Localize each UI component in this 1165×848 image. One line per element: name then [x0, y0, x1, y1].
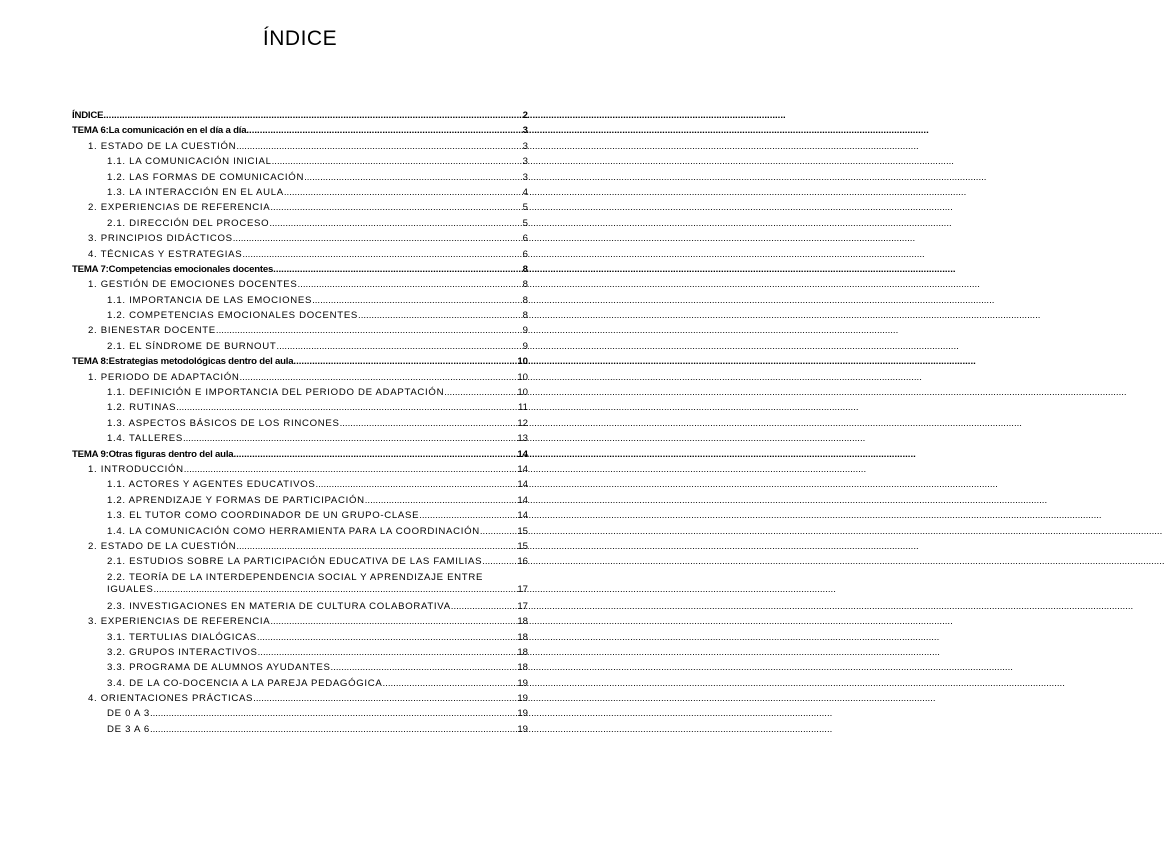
dot-leader	[270, 614, 516, 629]
toc-entry[interactable]	[72, 339, 528, 354]
toc-entry-page-number: 3	[522, 140, 528, 152]
toc-entry-title: TEMA 9:Otras figuras dentro del aula	[72, 448, 234, 460]
toc-entry-title: 1.1. IMPORTANCIA DE LAS EMOCIONES	[107, 294, 313, 306]
toc-entry-page-number: 10	[517, 356, 528, 368]
toc-entry-title: 3. PRINCIPIOS DIDÁCTICOS	[88, 233, 233, 245]
toc-entry-title: 3. EXPERIENCIAS DE REFERENCIA	[88, 616, 271, 628]
toc-entry[interactable]	[72, 706, 528, 721]
toc-entry-title: 4. TÉCNICAS Y ESTRATEGIAS	[88, 248, 243, 260]
toc-entry-title: DE 3 A 6	[107, 723, 150, 735]
dot-leader	[216, 323, 522, 338]
toc-entry[interactable]	[72, 262, 528, 277]
toc-entry-title: 3.1. TERTULIAS DIALÓGICAS	[107, 631, 257, 643]
toc-entry[interactable]	[72, 676, 528, 691]
dot-leader	[246, 123, 521, 138]
toc-entry-page-number: 2	[522, 110, 528, 121]
toc-entry-title: DE 0 A 3	[107, 708, 150, 720]
dot-leader	[184, 462, 517, 477]
dot-leader	[358, 308, 522, 323]
toc-entry-title: 1.1. LA COMUNICACIÓN INICIAL	[107, 156, 272, 168]
dot-leader	[480, 524, 516, 539]
toc-entry-title: 3.4. DE LA CO-DOCENCIA A LA PAREJA PEDAGÓGICA	[107, 677, 383, 689]
toc-entry-page-number: 4	[522, 186, 528, 198]
table-of-contents	[72, 108, 528, 737]
toc-entry-title: 2.1. ESTUDIOS SOBRE LA PARTICIPACIÓN EDUCATIVA DE LAS FAMILIAS	[107, 556, 483, 568]
toc-entry-page-number: 16	[517, 556, 528, 568]
dot-leader	[419, 508, 516, 523]
toc-entry-page-number: 13	[517, 433, 528, 445]
dot-leader	[150, 706, 516, 721]
dot-leader	[257, 630, 516, 645]
toc-entry-title: 1. PERIODO DE ADAPTACIÓN	[88, 371, 240, 383]
toc-entry-title: 1.4. LA COMUNICACIÓN COMO HERRAMIENTA PARA LA COORDINACIÓN	[107, 525, 480, 537]
toc-entry-title: 1.1. DEFINICIÓN E IMPORTANCIA DEL PERIODO DE ADAPTACIÓN	[107, 387, 445, 399]
toc-entry-title: 1. GESTIÓN DE EMOCIONES DOCENTES	[88, 279, 298, 291]
toc-entry[interactable]	[72, 400, 528, 415]
toc-entry-page-number: 8	[522, 263, 528, 275]
toc-entry[interactable]	[72, 170, 528, 185]
toc-entry-title: 1.3. ASPECTOS BÁSICOS DE LOS RINCONES	[107, 417, 340, 429]
toc-entry-page-number: 8	[522, 294, 528, 306]
toc-entry[interactable]	[72, 614, 528, 629]
toc-entry-title: TEMA 7:Competencias emocionales docentes	[72, 263, 274, 275]
dot-leader	[312, 293, 522, 308]
dot-leader	[365, 493, 517, 508]
toc-entry-title: 2.1. DIRECCIÓN DEL PROCESO	[107, 217, 270, 229]
toc-entry[interactable]	[72, 293, 528, 308]
toc-entry-title: 3.3. PROGRAMA DE ALUMNOS AYUDANTES	[107, 662, 331, 674]
toc-entry-page-number: 14	[517, 494, 528, 506]
toc-entry[interactable]	[72, 323, 528, 338]
toc-entry-page-number: 15	[517, 525, 528, 537]
toc-entry-title: 2.3. INVESTIGACIONES EN MATERIA DE CULTURA COLABORATIVA	[107, 600, 451, 612]
toc-entry-title: TEMA 8:Estrategias metodológicas dentro del aula	[72, 356, 294, 368]
toc-entry-page-number: 15	[517, 540, 528, 552]
dot-leader	[276, 339, 521, 354]
toc-entry[interactable]	[72, 539, 528, 554]
dot-leader	[315, 477, 516, 492]
toc-entry[interactable]	[72, 108, 528, 123]
toc-entry[interactable]	[72, 308, 528, 323]
toc-entry-page-number: 5	[522, 217, 528, 229]
dot-leader	[331, 660, 517, 675]
toc-entry-title: 1.3. EL TUTOR COMO COORDINADOR DE UN GRUPO-CLASE	[107, 510, 420, 522]
toc-entry-page-number: 6	[522, 233, 528, 245]
toc-entry[interactable]	[72, 554, 528, 569]
dot-leader	[273, 262, 521, 277]
toc-entry[interactable]	[72, 200, 528, 215]
dot-leader	[451, 599, 517, 614]
toc-entry-page-number: 8	[522, 279, 528, 291]
toc-entry-title-continued: IGUALES	[107, 584, 154, 596]
dot-leader	[253, 691, 516, 706]
toc-entry-page-number: 5	[522, 202, 528, 214]
toc-entry-page-number: 18	[517, 616, 528, 628]
toc-entry-page-number: 14	[517, 463, 528, 475]
toc-entry[interactable]	[72, 477, 528, 492]
toc-entry-title: 1.2. COMPETENCIAS EMOCIONALES DOCENTES	[107, 310, 359, 322]
toc-entry-page-number: 18	[517, 662, 528, 674]
toc-entry[interactable]	[72, 247, 528, 262]
toc-entry-page-number: 19	[517, 677, 528, 689]
toc-entry-title: 1.2. APRENDIZAJE Y FORMAS DE PARTICIPACIÓN	[107, 494, 365, 506]
toc-entry-page-number: 3	[522, 125, 528, 137]
dot-leader	[482, 554, 516, 569]
toc-entry-title: 1.1. ACTORES Y AGENTES EDUCATIVOS	[107, 479, 316, 491]
toc-entry[interactable]	[72, 216, 528, 231]
toc-entry[interactable]	[72, 385, 528, 400]
toc-entry-page-number: 3	[522, 156, 528, 168]
toc-entry-continuation	[107, 584, 528, 597]
toc-entry[interactable]	[72, 462, 528, 477]
toc-entry[interactable]	[72, 660, 528, 675]
toc-entry[interactable]	[72, 493, 528, 508]
toc-entry[interactable]	[72, 431, 528, 446]
toc-entry-title: 4. ORIENTACIONES PRÁCTICAS	[88, 693, 254, 705]
dot-leader	[150, 722, 516, 737]
toc-entry-title: 1.2. LAS FORMAS DE COMUNICACIÓN	[107, 171, 305, 183]
page-title: ÍNDICE	[262, 27, 338, 50]
toc-entry-page-number: 17	[517, 584, 528, 596]
toc-entry-page-number: 8	[522, 310, 528, 322]
toc-entry[interactable]	[72, 154, 528, 169]
dot-leader	[298, 277, 522, 292]
dot-leader	[240, 370, 517, 385]
toc-entry[interactable]	[72, 524, 528, 539]
toc-entry[interactable]	[72, 231, 528, 246]
dot-leader	[304, 170, 522, 185]
toc-entry-page-number: 6	[522, 248, 528, 260]
toc-entry[interactable]	[72, 185, 528, 200]
toc-entry-page-number: 19	[517, 708, 528, 720]
toc-entry[interactable]	[72, 722, 528, 737]
dot-leader	[444, 385, 516, 400]
toc-entry-page-number: 3	[522, 171, 528, 183]
toc-entry-title: 1.3. LA INTERACCIÓN EN EL AULA	[107, 186, 284, 198]
dot-leader	[272, 154, 522, 169]
toc-entry-page-number: 18	[517, 631, 528, 643]
toc-entry-title: 1. ESTADO DE LA CUESTIÓN	[88, 140, 237, 152]
dot-leader	[340, 416, 517, 431]
toc-entry-title: TEMA 6:La comunicación en el día a día	[72, 125, 247, 137]
toc-entry-page-number: 19	[517, 693, 528, 705]
toc-entry-title: 1.4. TALLERES	[107, 433, 183, 445]
toc-entry-title: 2. EXPERIENCIAS DE REFERENCIA	[88, 202, 271, 214]
toc-entry-page-number: 12	[517, 417, 528, 429]
toc-entry[interactable]	[72, 139, 528, 154]
toc-entry-title: 3.2. GRUPOS INTERACTIVOS	[107, 646, 258, 658]
toc-entry-page-number: 19	[517, 723, 528, 735]
toc-entry-title: 2.1. EL SÍNDROME DE BURNOUT	[107, 340, 277, 352]
toc-entry-title: 2. BIENESTAR DOCENTE	[88, 325, 216, 337]
dot-leader	[233, 447, 516, 462]
dot-leader	[269, 216, 521, 231]
toc-entry-page-number: 18	[517, 646, 528, 658]
toc-entry[interactable]	[72, 416, 528, 431]
toc-entry[interactable]	[72, 599, 528, 614]
dot-leader	[284, 185, 522, 200]
dot-leader	[242, 247, 521, 262]
toc-entry-title: 2. ESTADO DE LA CUESTIÓN	[88, 540, 237, 552]
dot-leader	[233, 231, 522, 246]
toc-entry-title: 2.2. TEORÍA DE LA INTERDEPENDENCIA SOCIAL Y APRENDIZAJE ENTRE	[107, 571, 484, 583]
dot-leader	[270, 200, 521, 215]
toc-entry[interactable]	[72, 370, 528, 385]
toc-entry-title: 1.2. RUTINAS	[107, 402, 177, 414]
toc-entry[interactable]	[72, 630, 528, 645]
toc-entry[interactable]	[72, 277, 528, 292]
dot-leader	[103, 108, 521, 123]
toc-entry-title: ÍNDICE	[72, 110, 104, 121]
toc-entry-page-number: 14	[517, 479, 528, 491]
toc-entry[interactable]	[72, 508, 528, 523]
toc-entry-page-number: 10	[517, 371, 528, 383]
toc-entry[interactable]	[72, 645, 528, 660]
dot-leader	[154, 584, 517, 597]
toc-entry-page-number: 14	[517, 510, 528, 522]
toc-entry-page-number: 9	[522, 340, 528, 352]
dot-leader	[236, 539, 516, 554]
dot-leader	[183, 431, 516, 446]
toc-entry[interactable]	[72, 447, 528, 462]
toc-entry-page-number: 14	[517, 448, 528, 460]
dot-leader	[176, 400, 517, 415]
toc-entry-page-number: 17	[517, 600, 528, 612]
toc-entry-page-number: 10	[517, 387, 528, 399]
dot-leader	[383, 676, 517, 691]
toc-entry[interactable]	[72, 123, 528, 138]
toc-entry-page-number: 9	[522, 325, 528, 337]
toc-entry[interactable]	[72, 691, 528, 706]
dot-leader	[258, 645, 517, 660]
toc-entry[interactable]	[72, 572, 528, 597]
toc-entry-page-number: 11	[518, 402, 528, 414]
dot-leader	[293, 354, 516, 369]
toc-entry-title: 1. INTRODUCCIÓN	[88, 463, 184, 475]
toc-entry[interactable]	[72, 354, 528, 369]
dot-leader	[236, 139, 521, 154]
